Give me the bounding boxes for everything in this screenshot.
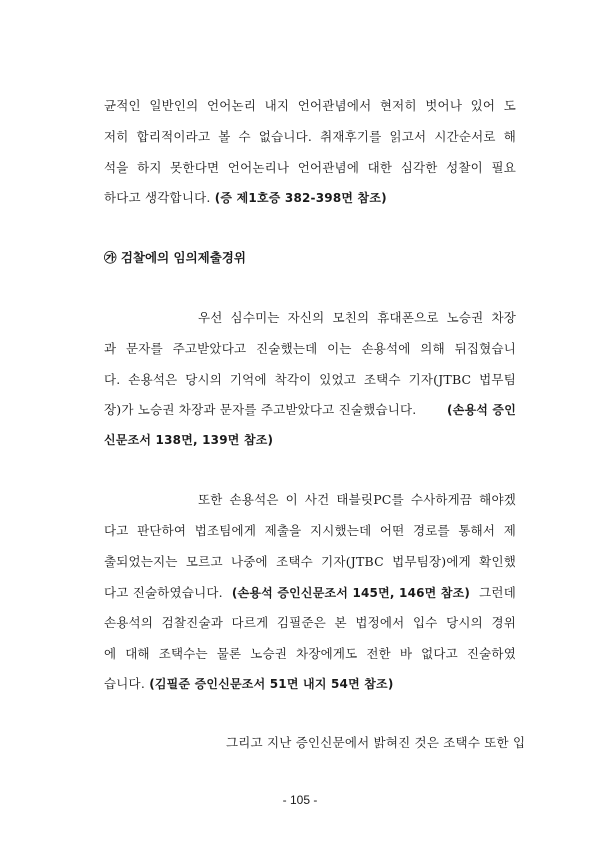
paragraph-line: 균적인 일반인의 언어논리 내지 언어관념에서 현저히 벗어나 있어 도 bbox=[104, 98, 516, 113]
paragraph-line: 손용석의 검찰진술과 다르게 김필준은 본 법정에서 입수 당시의 경위 bbox=[104, 615, 516, 630]
paragraph-text: 다고 진술하였습니다. bbox=[104, 585, 223, 600]
paragraph-text: 장)가 노승권 차장과 문자를 주고받았다고 진술했습니다. bbox=[104, 402, 417, 417]
paragraph-line: 우선 심수미는 자신의 모친의 휴대폰으로 노승권 차장 bbox=[198, 310, 516, 325]
paragraph-line: 또한 손용석은 이 사건 태블릿PC를 수사하게끔 해야겠 bbox=[198, 492, 516, 507]
evidence-reference: (증 제1호증 382-398면 참조) bbox=[214, 191, 387, 205]
paragraph-line: 석을 하지 못한다면 언어논리나 언어관념에 대한 심각한 성찰이 필요 bbox=[104, 160, 516, 175]
paragraph-line bbox=[104, 190, 516, 206]
paragraph-text: 그런데 bbox=[479, 585, 516, 600]
paragraph-line bbox=[104, 432, 516, 448]
paragraph-line: 저히 합리적이라고 볼 수 없습니다. 취재후기를 읽고서 시간순서로 해 bbox=[104, 129, 516, 144]
paragraph-line: 과 문자를 주고받았다고 진술했는데 이는 손용석에 의해 뒤집혔습니 bbox=[104, 341, 516, 356]
paragraph-text: 하다고 생각합니다. bbox=[104, 190, 211, 205]
evidence-reference: 신문조서 138면, 139면 참조) bbox=[104, 433, 274, 447]
evidence-reference: (김필준 증인신문조서 51면 내지 54면 참조) bbox=[149, 677, 394, 691]
paragraph-line: 다. 손용석은 당시의 기억에 착각이 있었고 조택수 기자(JTBC 법무팀 bbox=[104, 372, 516, 387]
paragraph-line: 다고 판단하여 법조팀에게 제출을 지시했는데 어떤 경로를 통해서 제 bbox=[104, 523, 516, 538]
section-heading: ㉮ 검찰에의 임의제출경위 bbox=[104, 250, 246, 265]
paragraph-line bbox=[104, 402, 516, 418]
evidence-reference: (손용석 증인신문조서 145면, 146면 참조) bbox=[231, 586, 471, 600]
page-number: - 105 - bbox=[282, 793, 318, 807]
paragraph-line: 에 대해 조택수는 물론 노승권 차장에게도 전한 바 없다고 진술하였 bbox=[104, 646, 516, 661]
paragraph-line: 그리고 지난 증인신문에서 밝혀진 것은 조택수 또한 입 bbox=[226, 735, 526, 750]
paragraph-line: 출되었는지는 모르고 나중에 조택수 기자(JTBC 법무팀장)에게 확인했 bbox=[104, 554, 516, 569]
paragraph-line bbox=[104, 676, 516, 692]
paragraph-text: 습니다. bbox=[104, 676, 145, 691]
evidence-reference: (손용석 증인 bbox=[446, 403, 516, 417]
paragraph-line bbox=[104, 585, 516, 601]
